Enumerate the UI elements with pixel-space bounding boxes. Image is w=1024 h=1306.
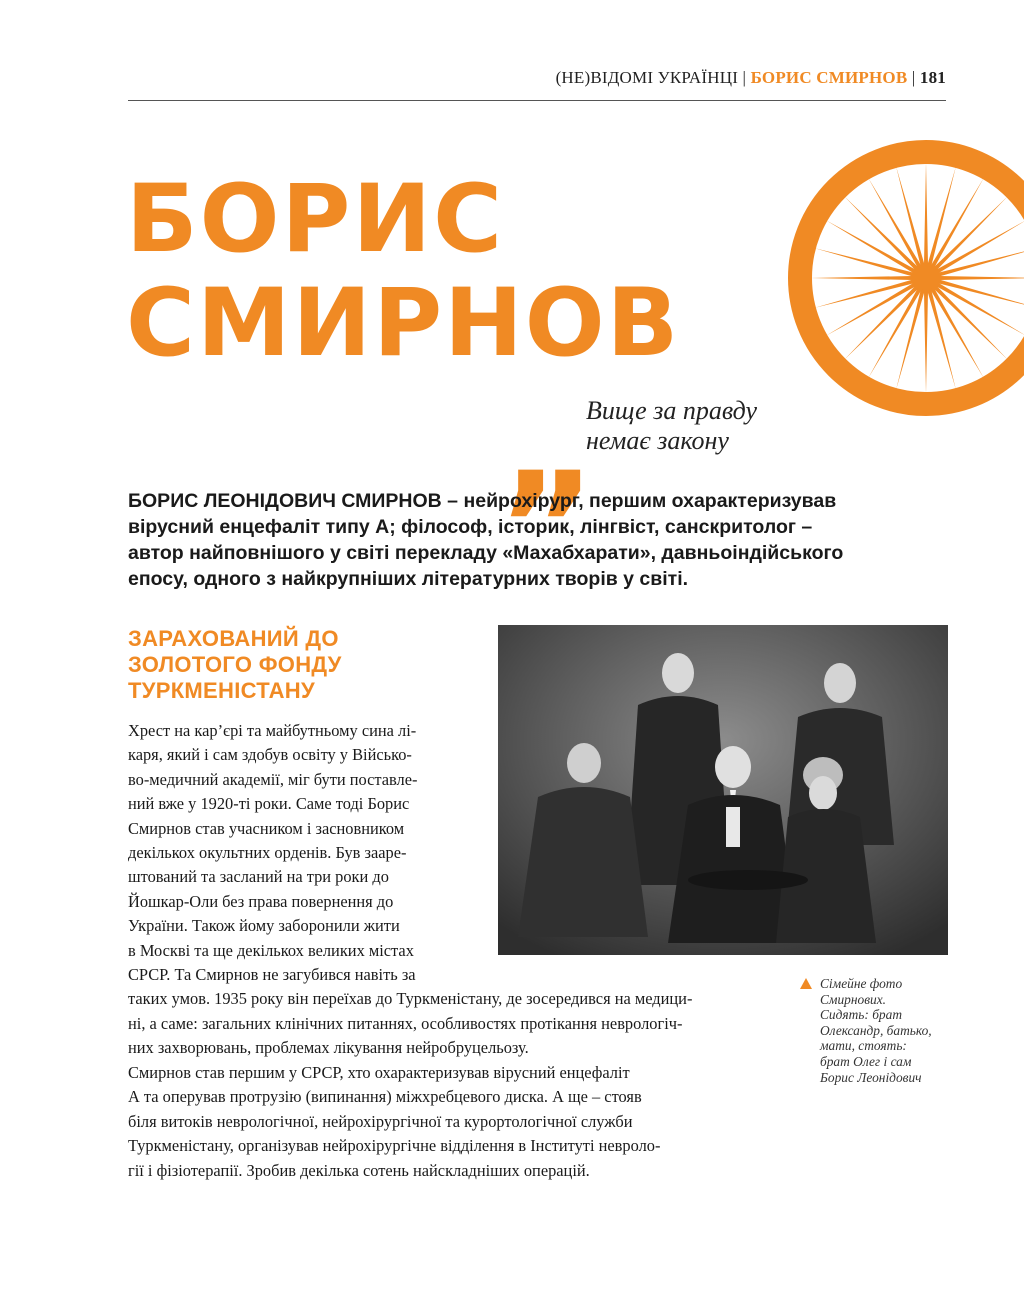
caption-line: Борис Леонідович [820,1069,922,1085]
page-number: 181 [919,68,946,87]
ashoka-chakra-wheel-icon [776,128,1024,428]
body-line: гії і фізіотерапії. Зробив декілька сотень найскладніших операцій. [128,1160,590,1180]
body-line: в Москві та ще декількох великих містах [128,940,414,960]
quote-mark-icon: „ [500,360,585,534]
caption-line: Олександр, батько, [820,1022,932,1038]
quote-line-1: Вище за правду [586,396,757,425]
body-line: Туркменістану, організував нейрохірургічне відділення в Інституті невроло- [128,1136,661,1156]
body-line: А та оперував протрузію (випинання) міжхребцевого диска. А ще – стояв [128,1087,642,1107]
body-line: України. Також йому заборонили жити [128,916,400,936]
body-paragraph-2 [128,1061,660,1183]
section-heading-line: ТУРКМЕНІСТАНУ [128,678,315,703]
lead-line: вірусний енцефаліт типу А; філософ, історик, лінгвіст, санскритолог – [128,516,813,538]
body-line: таких умов. 1935 року він переїхав до Туркменістану, де зосередився на медици- [128,989,693,1009]
caption-line: Сімейне фото [820,976,903,991]
body-line: ний вже у 1920-ті роки. Саме тоді Борис [128,794,410,814]
header-series: (НЕ)ВІДОМІ УКРАЇНЦІ [555,68,739,87]
body-line: Хрест на кар’єрі та майбутньому сина лі- [128,721,417,740]
body-line: них захворювань, проблемах лікування нейробруцельозу. [128,1038,529,1058]
triangle-up-icon [800,978,812,989]
body-line: во-медичний академії, міг бути поставле- [128,769,418,789]
caption-line: Сидять: брат [820,1007,902,1023]
body-line: декількох окультних орденів. Був зааре- [128,843,407,863]
section-heading-line: ЗАРАХОВАНИЙ ДО [128,626,339,651]
quote-line-2: немає закону [586,426,729,455]
epigraph-quote [586,396,757,456]
body-line: каря, який і сам здобув освіту у Військо- [128,745,412,765]
header-separator: | [742,68,747,87]
header-topic: БОРИС СМИРНОВ [750,68,908,87]
lead-line: епосу, одного з найкрупніших літературних творів у світі. [128,568,689,590]
caption-line: Смирнових. [820,991,887,1007]
title-line-2: СМИРНОВ [126,269,681,378]
photo-caption [820,976,932,1085]
lead-line: автор найповнішого у світі перекладу «Махабхарати», давньоіндійського [128,542,844,564]
lead-paragraph [128,488,898,592]
header-separator-2: | [911,68,916,87]
lead-line: БОРИС ЛЕОНІДОВИЧ СМИРНОВ – нейрохірург, першим охарактеризував [128,490,837,512]
body-line: Смирнов став учасником і засновником [128,818,405,838]
caption-line: мати, стоять: [820,1038,907,1054]
body-line: Смирнов став першим у СРСР, хто охарактеризував вірусний енцефаліт [128,1063,630,1082]
body-line: Йошкар-Оли без права повернення до [128,891,394,911]
body-line: біля витоків неврологічної, нейрохірургічної та курортологічної служби [128,1111,633,1131]
body-paragraph-1 [128,719,692,1061]
title-line-1: БОРИС [126,165,505,274]
running-header [556,68,946,88]
body-line: штований та засланий на три роки до [128,867,389,887]
body-line: СРСР. Та Смирнов не загубився навіть за [128,965,416,985]
section-heading-line: ЗОЛОТОГО ФОНДУ [128,652,342,677]
section-heading [128,626,342,704]
page-title [126,165,681,378]
header-rule [128,100,946,101]
caption-line: брат Олег і сам [820,1053,912,1069]
body-line: ні, а саме: загальних клінічних питаннях, особливостях протікання неврологіч- [128,1013,683,1033]
